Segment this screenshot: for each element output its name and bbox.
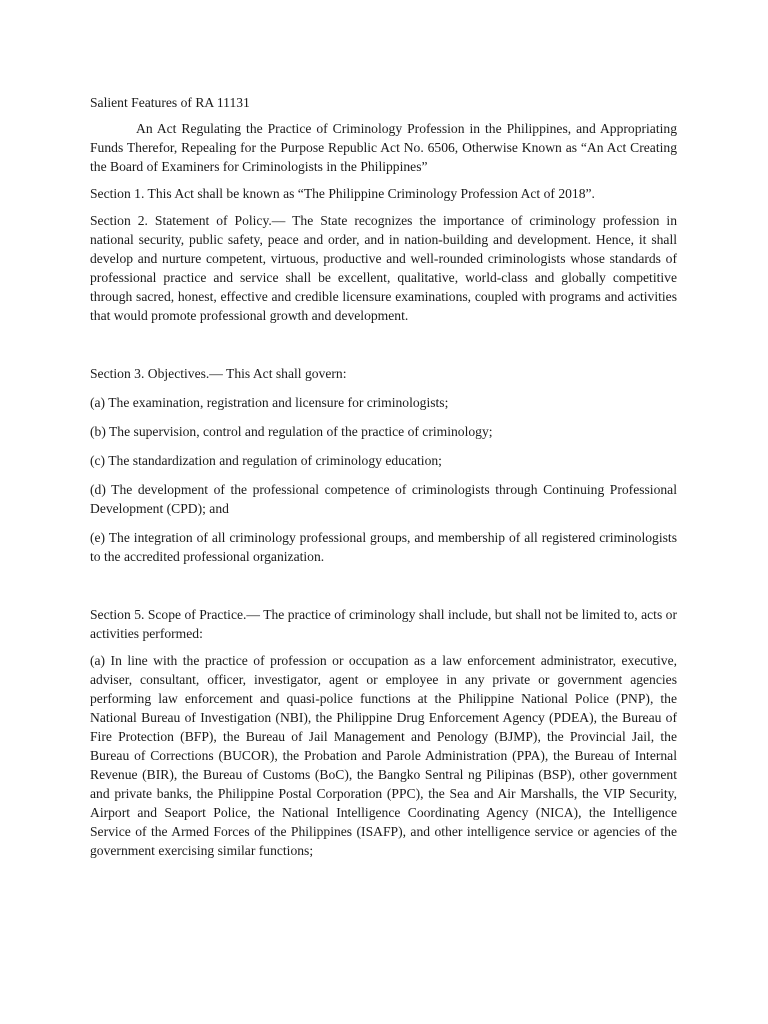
objective-item-d: (d) The development of the professional competence of criminologists through Continuing Professional Development (CPD); and: [90, 482, 677, 516]
act-intro-paragraph: An Act Regulating the Practice of Criminology Profession in the Philippines, and Appropriating Funds Therefor, Repealing for the Purpose Republic Act No. 6506, Otherwise Known as “An Act Creating the Board of Examiners for Criminologists in the Philippines”: [90, 121, 677, 174]
section-2-paragraph: Section 2. Statement of Policy.— The State recognizes the importance of criminology profession in national security, public safety, peace and order, and in nation-building and development. Hence, it shall develop and nurture competent, virtuous, productive and well-rounded criminologists whose standards of professional practice and service shall be excellent, qualitative, world-class and globally competitive through sacred, honest, effective and credible licensure examinations, coupled with programs and activities that would promote professional growth and development.: [90, 213, 677, 323]
document-title: Salient Features of RA 11131: [90, 95, 250, 110]
section-1-paragraph: Section 1. This Act shall be known as “The Philippine Criminology Profession Act of 2018”.: [90, 186, 595, 201]
document-body: [90, 93, 677, 860]
objective-item-a: (a) The examination, registration and licensure for criminologists;: [90, 395, 449, 410]
objective-item-b: (b) The supervision, control and regulation of the practice of criminology;: [90, 424, 493, 439]
objective-item-c: (c) The standardization and regulation of criminology education;: [90, 453, 442, 468]
section-5-item-a: (a) In line with the practice of profession or occupation as a law enforcement administrator, executive, adviser, consultant, officer, investigator, agent or employee in any private or government agencies performing law enforcement and quasi-police functions at the Philippine National Police (PNP), the National Bureau of Investigation (NBI), the Philippine Drug Enforcement Agency (PDEA), the Bureau of Fire Protection (BFP), the Bureau of Jail Management and Penology (BJMP), the Provincial Jail, the Bureau of Corrections (BUCOR), the Probation and Parole Administration (PPA), the Bureau of Internal Revenue (BIR), the Bureau of Customs (BoC), the Bangko Sentral ng Pilipinas (BSP), other government and private banks, the Philippine Postal Corporation (PPC), the Sea and Air Marshalls, the VIP Security, Airport and Seaport Police, the National Intelligence Coordinating Agency (NICA), the Intelligence Service of the Armed Forces of the Philippines (ISAFP), and other intelligence service or agencies of the government exercising similar functions;: [90, 653, 677, 858]
section-5-paragraph: Section 5. Scope of Practice.— The practice of criminology shall include, but shall not be limited to, acts or activities performed:: [90, 607, 677, 641]
objective-item-e: (e) The integration of all criminology professional groups, and membership of all registered criminologists to the accredited professional organization.: [90, 530, 677, 564]
section-3-heading: Section 3. Objectives.— This Act shall govern:: [90, 366, 347, 381]
